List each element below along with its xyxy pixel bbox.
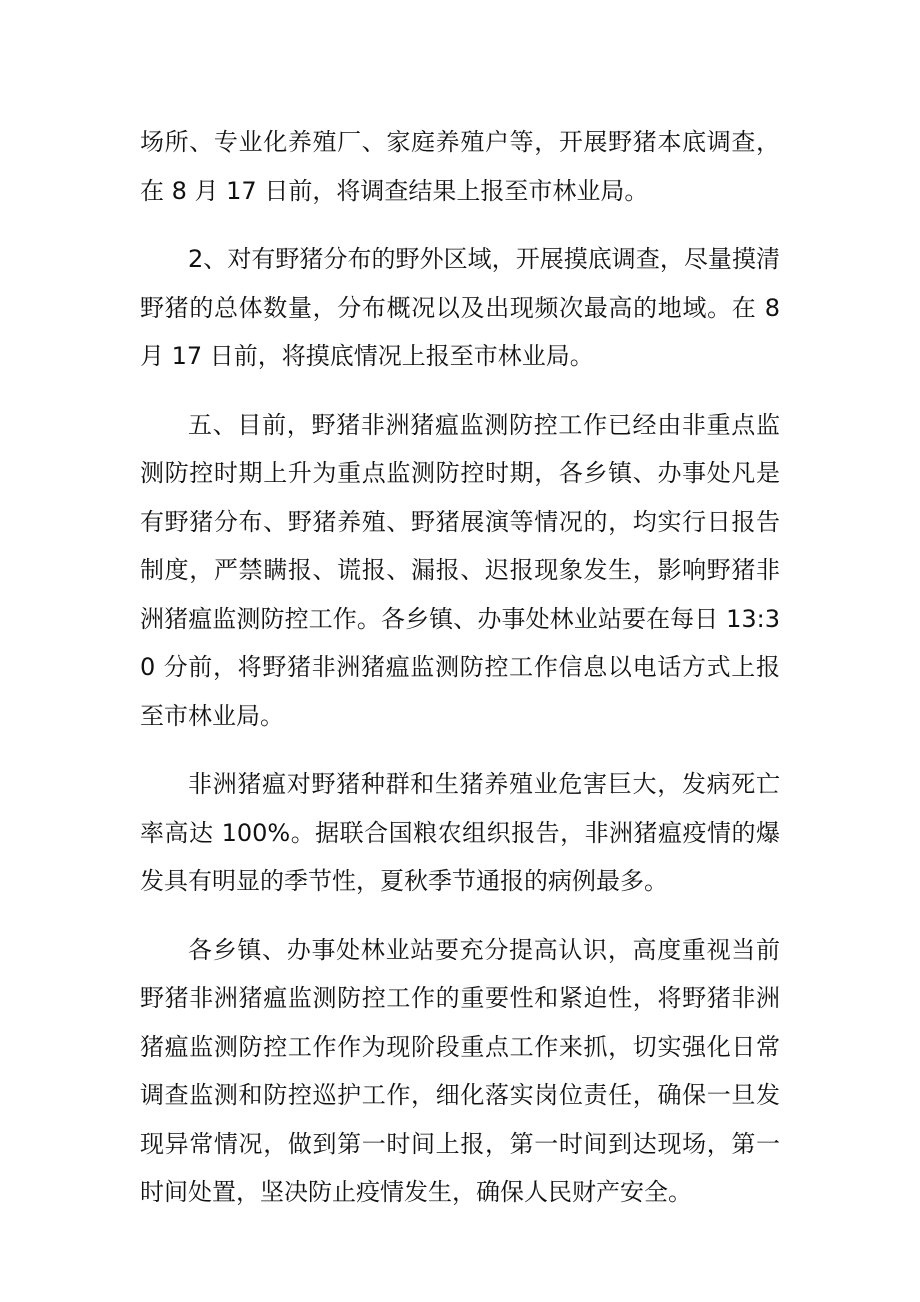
document-page — [140, 118, 780, 1237]
paragraph-continuation: 场所、专业化养殖厂、家庭养殖户等，开展野猪本底调查，在 8 月 17 日前，将调查结果上报至市林业局。 — [140, 128, 780, 205]
paragraph-asf-hazard: 非洲猪瘟对野猪种群和生猪养殖业危害巨大，发病死亡率高达 100%。据联合国粮农组织报告，非洲猪瘟疫情的爆发具有明显的季节性，夏秋季节通报的病例最多。 — [140, 770, 780, 895]
paragraph-section-5: 五、目前，野猪非洲猪瘟监测防控工作已经由非重点监测防控时期上升为重点监测防控时期，各乡镇、办事处凡是有野猪分布、野猪养殖、野猪展演等情况的，均实行日报告制度，严禁瞒报、谎报、漏报、迟报现象发生，影响野猪非洲猪瘟监测防控工作。各乡镇、办事处林业站要在每日 13:30 分前，将野猪非洲猪瘟监测防控工作信息以电话方式上报至市林业局。 — [140, 410, 780, 730]
paragraph-item-2: 2、对有野猪分布的野外区域，开展摸底调查，尽量摸清野猪的总体数量，分布概况以及出现频次最高的地域。在 8 月 17 日前，将摸底情况上报至市林业局。 — [140, 245, 780, 370]
paragraph-requirements: 各乡镇、办事处林业站要充分提高认识，高度重视当前野猪非洲猪瘟监测防控工作的重要性和紧迫性，将野猪非洲猪瘟监测防控工作作为现阶段重点工作来抓，切实强化日常调查监测和防控巡护工作，细化落实岗位责任，确保一旦发现异常情况，做到第一时间上报，第一时间到达现场，第一时间处置，坚决防止疫情发生，确保人民财产安全。 — [140, 935, 780, 1206]
